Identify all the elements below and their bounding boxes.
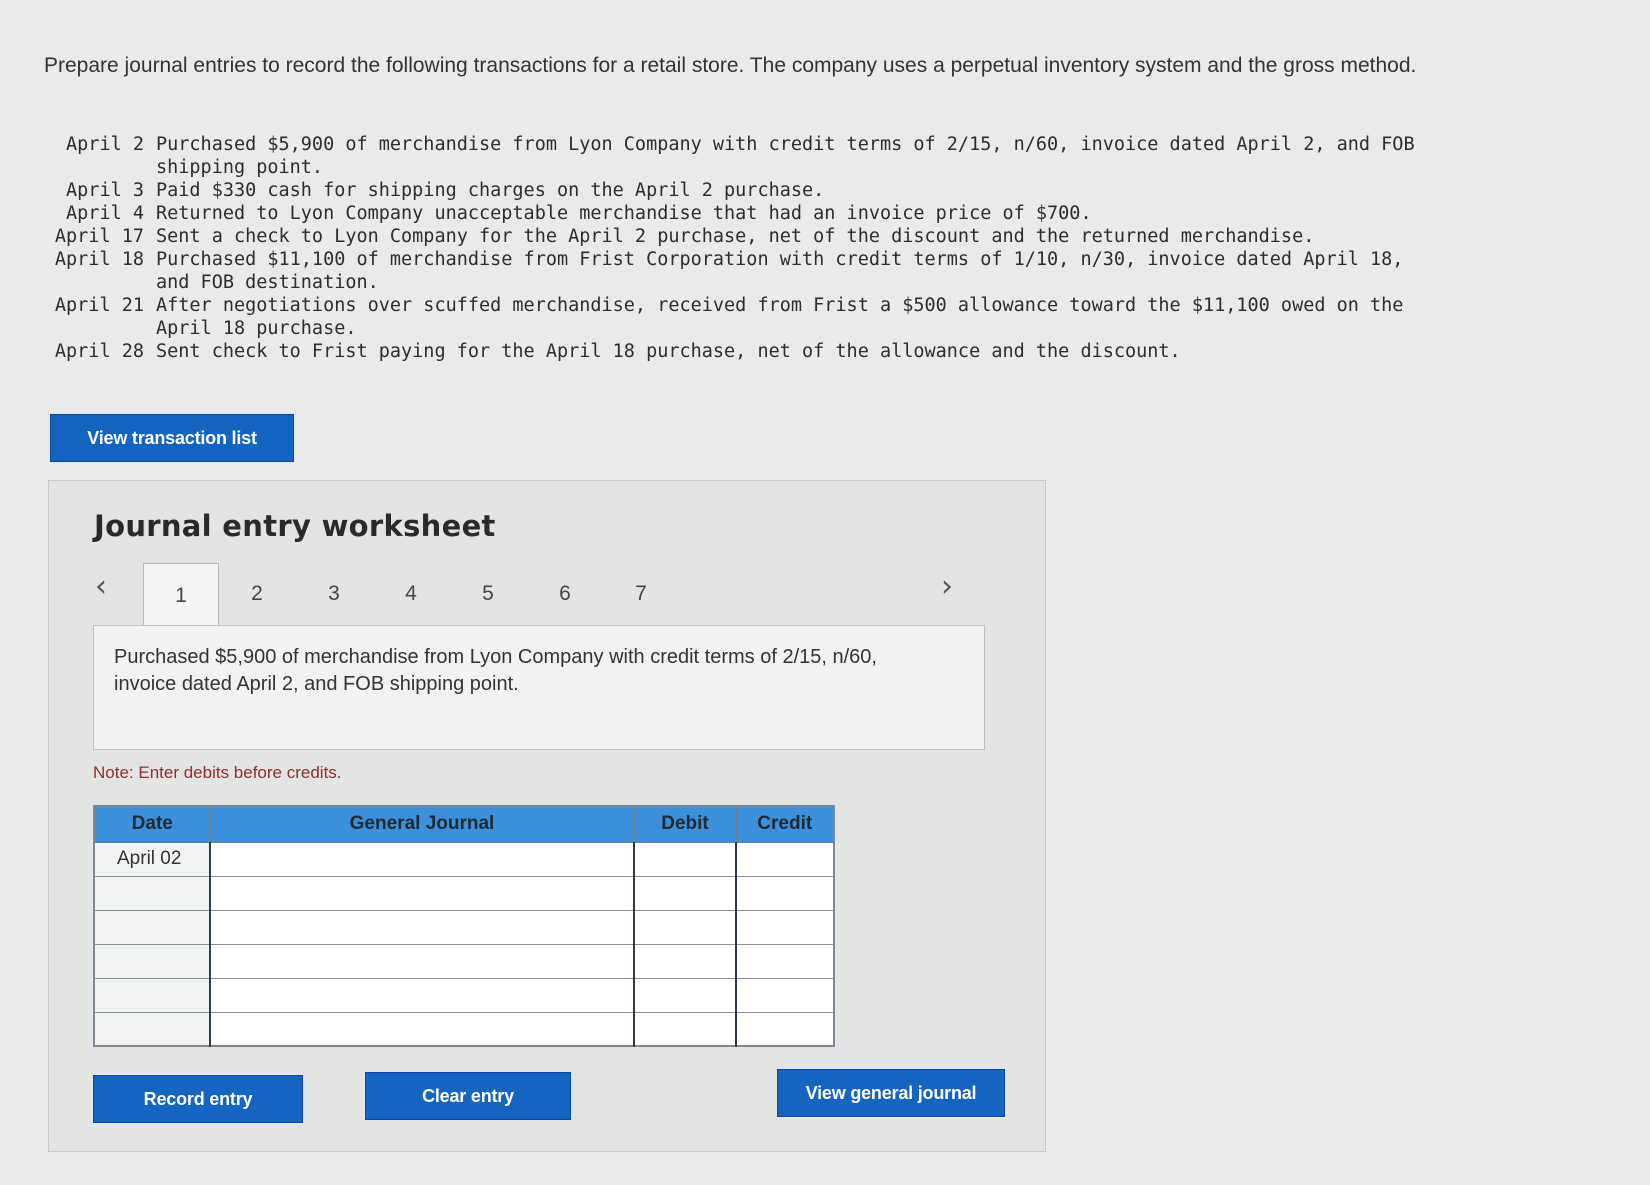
transaction-text: Purchased $11,100 of merchandise from Frist Corporation with credit terms of 1/10, n/30, invoice dated April 18, and FOB destination. [156,249,1404,293]
tab-5[interactable]: 5 [482,582,494,605]
debit-input[interactable] [634,876,736,910]
tab-7[interactable]: 7 [635,582,647,605]
tab-6[interactable]: 6 [559,582,571,605]
transaction-row [44,294,1446,340]
transaction-row [44,179,1446,202]
tab-3[interactable]: 3 [328,582,340,605]
date-cell [94,978,210,1012]
credit-input[interactable] [736,1012,834,1046]
account-select[interactable] [210,944,634,978]
transaction-text: Sent check to Frist paying for the April 18 purchase, net of the allowance and the discount. [156,341,1181,362]
transaction-row [44,202,1446,225]
account-select[interactable] [210,876,634,910]
transaction-row [44,225,1446,248]
instructions: Prepare journal entries to record the following transactions for a retail store. The company uses a perpetual inventory system and the gross method. [44,54,1417,77]
transaction-date: April 18 [54,249,144,270]
credit-input[interactable] [736,910,834,944]
journal-entry-worksheet [48,480,1046,1152]
transaction-date: April 2 [66,134,144,155]
entry-note: Note: Enter debits before credits. [93,763,342,782]
transaction-text: Purchased $5,900 of merchandise from Lyon Company with credit terms of 2/15, n/60, invoice dated April 2, and FOB shipping point. [156,134,1415,178]
general-journal-table [93,805,835,1047]
date-cell [94,944,210,978]
account-select[interactable] [210,842,634,876]
transaction-date: April 28 [54,341,144,362]
transaction-text: After negotiations over scuffed merchandise, received from Frist a $500 allowance toward the $11,100 owed on the April 18 purchase. [156,295,1404,339]
record-entry-button[interactable]: Record entry [93,1075,303,1123]
debit-input[interactable] [634,910,736,944]
transaction-date: April 3 [66,180,144,201]
transaction-date: April 21 [54,295,144,316]
date-column-header: Date [94,806,210,842]
credit-input[interactable] [736,978,834,1012]
view-transaction-list-button[interactable]: View transaction list [50,414,294,462]
date-cell: April 02 [94,842,210,876]
general-journal-column-header: General Journal [210,806,634,842]
clear-entry-button[interactable]: Clear entry [365,1072,571,1120]
transaction-row [44,133,1446,179]
debit-input[interactable] [634,842,736,876]
date-cell [94,910,210,944]
date-cell [94,876,210,910]
tab-4[interactable]: 4 [405,582,417,605]
transaction-date: April 17 [54,226,144,247]
transaction-text: Returned to Lyon Company unacceptable merchandise that had an invoice price of $700. [156,203,1092,224]
table-row [94,842,834,876]
credit-input[interactable] [736,944,834,978]
account-select[interactable] [210,1012,634,1046]
debit-input[interactable] [634,978,736,1012]
table-row [94,876,834,910]
view-general-journal-button[interactable]: View general journal [777,1069,1005,1117]
account-select[interactable] [210,978,634,1012]
table-row [94,978,834,1012]
tab-2[interactable]: 2 [251,582,263,605]
transaction-text: Paid $330 cash for shipping charges on the April 2 purchase. [156,180,825,201]
date-cell [94,1012,210,1046]
transaction-row [44,340,1446,363]
table-row [94,910,834,944]
tab-1[interactable]: 1 [143,563,219,627]
chevron-left-icon[interactable]: ‹ [95,569,107,604]
table-header-row [94,806,834,842]
worksheet-tabs [93,563,963,625]
credit-input[interactable] [736,842,834,876]
transaction-date: April 4 [66,203,144,224]
transaction-row [44,248,1446,294]
table-row [94,944,834,978]
debit-input[interactable] [634,944,736,978]
worksheet-title: Journal entry worksheet [94,509,496,543]
debit-column-header: Debit [634,806,736,842]
debit-input[interactable] [634,1012,736,1046]
transaction-description-box [93,625,985,750]
chevron-right-icon[interactable]: › [941,569,953,604]
transaction-list [44,133,1446,363]
transaction-description: Purchased $5,900 of merchandise from Lyon Company with credit terms of 2/15, n/60, invoice dated April 2, and FOB shipping point. [114,646,877,695]
credit-column-header: Credit [736,806,834,842]
account-select[interactable] [210,910,634,944]
transaction-text: Sent a check to Lyon Company for the April 2 purchase, net of the discount and the returned merchandise. [156,226,1315,247]
table-row [94,1012,834,1046]
credit-input[interactable] [736,876,834,910]
